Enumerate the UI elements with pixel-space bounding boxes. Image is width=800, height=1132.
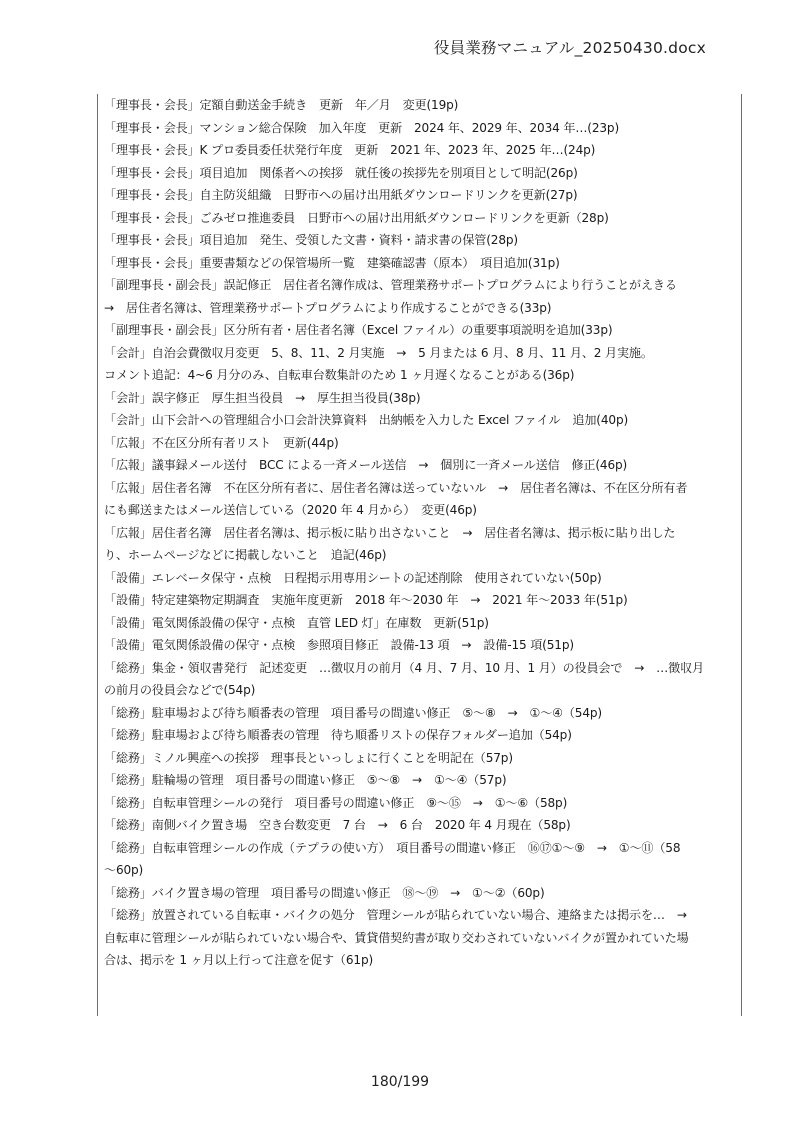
- revision-line: 「設備」特定建築物定期調査 実施年度更新 2018 年～2030 年 → 2021 年～2033 年(51p): [104, 593, 628, 607]
- revision-line: 「設備」エレベータ保守・点検 日程掲示用専用シートの記述削除 使用されていない(50p): [104, 570, 602, 585]
- revision-line: 「総務」南側バイク置き場 空き台数変更 7 台 → 6 台 2020 年 4 月現在（58p): [104, 818, 571, 832]
- revision-line: 「理事長・会長」重要書類などの保管場所一覧 建築確認書（原本） 項目追加(31p): [104, 255, 560, 270]
- revision-line: 「総務」駐車場および待ち順番表の管理 項目番号の間違い修正 ⑤～⑧ → ①～④（54p): [104, 705, 602, 720]
- revision-line: 「会計」誤字修正 厚生担当役員 → 厚生担当役員(38p): [104, 390, 421, 405]
- revision-line: 「副理事長・副会長」誤記修正 居住者名簿作成は、管理業務サポートプログラムにより行うことがえきる: [104, 278, 677, 292]
- revision-line: 「広報」議事録メール送付 BCC による一斉メール送信 → 個別に一斉メール送信 修正(46p): [104, 458, 628, 472]
- revision-line: 「総務」ミノル興産への挨拶 理事長といっしょに行くことを明記在（57p): [104, 750, 513, 765]
- revision-line: 「設備」電気関係設備の保守・点検 参照項目修正 設備-13 項 → 設備-15 項(51p): [104, 638, 574, 652]
- revision-line: 「理事長・会長」定額自動送金手続き 更新 年／月 変更(19p): [104, 98, 459, 112]
- revision-line: 「理事長・会長」K プロ委員委任状発行年度 更新 2021 年、2023 年、2025 年…(24p): [104, 143, 596, 157]
- revision-line: 「会計」自治会費徴収月変更 5、8、11、2 月実施 → 5 月または 6 月、8 月、11 月、2 月実施。: [104, 345, 653, 360]
- revision-line: 「広報」不在区分所有者リスト 更新(44p): [104, 435, 339, 450]
- revision-line: 「理事長・会長」マンション総合保険 加入年度 更新 2024 年、2029 年、2034 年…(23p): [104, 120, 620, 135]
- revision-line: 「総務」放置されている自転車・バイクの処分 管理シールが貼られていない場合、連絡または掲示を… →: [104, 908, 687, 922]
- revision-line: 自転車に管理シールが貼られていない場合や、賃貸借契約書が取り交わされていないバイクが置かれていた場: [104, 930, 689, 945]
- revision-line: 「総務」バイク置き場の管理 項目番号の間違い修正 ⑱～⑲ → ①～②（60p): [104, 885, 545, 900]
- revision-line: コメント追記：4~6 月分のみ、自転車台数集計のため 1 ヶ月遅くなることがある(36p): [104, 368, 575, 382]
- page-number: 180/199: [370, 1074, 430, 1090]
- revision-line: 合は、掲示を 1 ヶ月以上行って注意を促す（61p): [104, 953, 374, 967]
- revision-line: にも郵送またはメール送信している（2020 年 4 月から） 変更(46p): [104, 503, 477, 517]
- revision-line: 「総務」駐輪場の管理 項目番号の間違い修正 ⑤～⑧ → ①～④（57p): [104, 773, 507, 787]
- revision-line: 「理事長・会長」項目追加 関係者への挨拶 就任後の挨拶先を別項目として明記(26p): [104, 165, 578, 180]
- document-title: 役員業務マニュアル_20250430.docx: [433, 39, 706, 57]
- revision-lines: [104, 94, 735, 972]
- revision-line: 「広報」居住者名簿 不在区分所有者に、居住者名簿は送っていないル → 居住者名簿は、不在区分所有者: [104, 480, 688, 495]
- revision-line: 「理事長・会長」ごみゼロ推進委員 日野市への届け出用紙ダウンロードリンクを更新（28p): [104, 210, 609, 225]
- revision-line: 「会計」山下会計への管理組合小口会計決算資料 出納帳を入力した Excel ファイル 追加(40p): [104, 413, 629, 427]
- revision-line: り、ホームページなどに掲載しないこと 追記(46p): [104, 548, 387, 562]
- revision-line: 「理事長・会長」自主防災組織 日野市への届け出用紙ダウンロードリンクを更新(27p): [104, 188, 578, 202]
- revision-line: → 居住者名簿は、管理業務サポートプログラムにより作成することができる(33p): [104, 300, 552, 315]
- revision-list-box: [97, 94, 742, 1016]
- revision-line: 「副理事長・副会長」区分所有者・居住者名簿（Excel ファイル）の重要事項説明を追加(33p): [104, 323, 613, 337]
- revision-line: 「総務」自転車管理シールの発行 項目番号の間違い修正 ⑨～⑮ → ①～⑥（58p): [104, 795, 568, 810]
- revision-line: の前月の役員会などで(54p): [104, 683, 256, 697]
- revision-line: 「総務」自転車管理シールの作成（テプラの使い方） 項目番号の間違い修正 ⑯⑰①～⑨ → ①～⑪（58: [104, 840, 681, 855]
- revision-line: 「総務」集金・領収書発行 記述変更 …徴収月の前月（4 月、7 月、10 月、1 月）の役員会で → …徴収月: [104, 660, 704, 675]
- revision-line: 「設備」電気関係設備の保守・点検 直管 LED 灯」在庫数 更新(51p): [104, 615, 489, 630]
- revision-line: ～60p): [104, 863, 144, 877]
- revision-line: 「総務」駐車場および待ち順番表の管理 待ち順番リストの保存フォルダー追加（54p): [104, 728, 572, 742]
- revision-line: 「広報」居住者名簿 居住者名簿は、掲示板に貼り出さないこと → 居住者名簿は、掲示板に貼り出した: [104, 525, 676, 540]
- revision-line: 「理事長・会長」項目追加 発生、受領した文書・資料・請求書の保管(28p): [104, 233, 518, 247]
